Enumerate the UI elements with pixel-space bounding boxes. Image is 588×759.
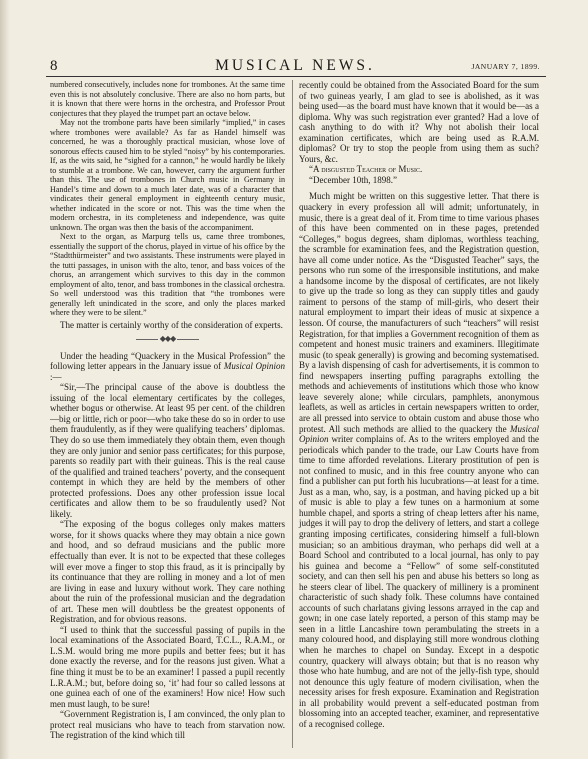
left-column bbox=[50, 80, 285, 741]
page-number: 8 bbox=[50, 58, 58, 74]
letter-paragraph: recently could be obtained from the Associated Board for the sum of two guineas yearly, I am glad to see is abolished, as it was being used—as the board must have known that it would be—as a diploma. Why was such registration ever granted? Had a love of cash anything to do with it? Why not abolish their local examination certificates, which are being used as R.A.M. diplomas? Or try to stop the people from using them as such? Yours, &c. bbox=[299, 80, 539, 164]
editorial-text: Much might be written on this suggestive letter. That there is quackery in every profession all will admit; unfortunately, in music, there is a great deal of it. From time to time various phases of this have been commented on in these pages, pretended “Colleges,” bogus degrees, sham diplomas, worthless teaching, the scramble for examination fees, and the Registration question, have all come under notice. As the “Disgusted Teacher” says, the persons who run some of the irresponsible institutions, and make a handsome income by the disposal of certificates, are not likely to give up the trade so long as they can supply titles and gaudy raiment to persons of the stamp of mill-girls, who desert their natural employment to impart their ideas of music at sixpence a lesson. Of course, the manufacturers of such “teachers” will resist Registration, for that implies a Government recognition of them as competent and honest music trainers and examiners. Illegitimate music (to speak generally) is growing and becoming systematised. By a lavish dispensing of cash for advertisements, it is common to find newspapers inserting puffing paragraphs extolling the methods and achievements of institutions which those who know leave severely alone; while circulars, pamphlets, anonymous leaflets, as well as articles in certain newspapers written to order, are all pressed into service to obtain custom and abuse those who protest. All such methods are allied to the quackery the bbox=[299, 191, 539, 434]
letter-date: “December 10th, 1898.” bbox=[309, 174, 397, 185]
letter-paragraph: “Government Registration is, I am convinced, the only plan to protect real musicians who have to teach from starvation now. The registration of the kind which till bbox=[50, 709, 285, 741]
publication-title: MUSICAL NEWS. bbox=[215, 57, 375, 74]
intro-text: Under the heading “Quackery in the Musical Profession” the following letter appears in the January issue of bbox=[50, 350, 285, 372]
intro-suffix: :— bbox=[50, 371, 62, 382]
letter-paragraph: “Sir,—The principal cause of the above is doubtless the issuing of the local elementary certificates by the colleges, whether bogus or otherwise. At least 95 per cent. of the children—big or little, rich or poor—who take these do so in order to use them fraudulently, as if they were qualifying teachers’ diplomas. They do so use them immediately they obtain them, even though they are only junior and senior pass certificates; for this purpose, parents so readily part with their guineas. This is the real cause of the qualified and trained teachers’ poverty, and the consequent contempt in which they are held by the members of other protected professions. Does any other profession issue local certificates and allow them to be so fraudulently used? Not likely. bbox=[50, 382, 285, 519]
paragraph: May not the trombone parts have been similarly “implied,” in cases where trombones were available? As far as Handel himself was concerned, he was a thoroughly practical musician, whose love of sonorous effects caused him to be styled “noisy” by his contemporaries. If, as the wits said, he “sighed for a cannon,” he would hardly be likely to stumble at a trombone. We can, however, carry the argument further than this. The use of trombones in Church music in Germany in Handel’s time and down to a much later date, was of a character that vindicates their general employment in eighteenth century music, whether indicated in the score or not. This was the time when the modern orchestra, in its completeness and independence, was quite unknown. The organ was then the basis of the accompaniment. bbox=[50, 118, 285, 232]
right-column bbox=[299, 80, 539, 729]
paragraph: Next to the organ, as Marpurg tells us, came three trombones, essentially the support of the chorus, played in virtue of his office by the “Stadtthürmeister” and two assistants. These instruments were played in the tutti passages, in unison with the alto, tenor, and bass voices of the chorus, an arrangement which survives to this day in the common employment of alto, tenor, and bass trombones in the classical orchestra. So well understood was this tradition that “the trombones were generally left unindicated in the score, and only the places marked where they were to be silent.” bbox=[50, 232, 286, 317]
editorial-text-continued: writer complains of. As to the writers employed and the periodicals which pander to the trade, our Law Courts have from time to time afforded revelations. Literary prostitution of pen is not confined to music, and in this free country anyone who can find a publisher can put forth his lucubrations—at least for a time. Just as a man, who, say, is a postman, and having picked up a bit of music is able to play a few tunes on a harmonium at some humble chapel, and sports a string of cheap letters after his name, judges it will pay to drop the delivery of letters, and start a college granting imposing certificates, considering himself a full-blown musician; so an ambitious drayman, who perhaps did well at a Board School and contributed to a local journal, has only to pay his guinea and become a “Fellow” of some self-constituted society, and can then sell his pen and abuse his betters so long as he steers clear of libel. The quackery of millinery is a prominent characteristic of such shady folk. These columns have contained accounts of such charlatans giving lessons arrayed in the cap and gown; in one case lately reported, a person of this stamp may be seen in a little Lancashire town perambulating the streets in a many coloured hood, and displaying still more wondrous clothing when he marches to chapel on Sunday. Except in a despotic country, quackery will always obtain; but that is no reason why those who hate humbug, and are not of the jelly-fish type, should not denounce this ugly feature of modern civilisation, when the necessity arises for fresh exposure. Examination and Registration in all probability would prevent a self-educated postman from blossoming into an accepted teacher, examiner, and representative of a recognised college. bbox=[299, 434, 539, 729]
publication-name: Musical Opinion bbox=[223, 361, 285, 372]
issue-date: JANUARY 7, 1899. bbox=[471, 62, 540, 71]
letter-paragraph: “The exposing of the bogus colleges only makes matters worse, for it shows quacks where they may obtain a nice gown and hood, and so defraud musicians and the public more effectually than ever. It is not to be expected that these colleges will ever move a finger to stop this fraud, as it is principally by its continuance that they are rolling in money and a lot of men are living in ease and luxury without work. They care nothing about the ruin of the professional musician and the degradation of art. These men will doubtless be the greatest opponents of Registration, and for obvious reasons. bbox=[50, 519, 285, 625]
paragraph bbox=[50, 351, 285, 383]
section-ornament: ◆◆◆ bbox=[50, 334, 285, 345]
page-edge-shadow bbox=[0, 0, 10, 759]
page-header bbox=[50, 58, 540, 78]
publication-name: Musical Opinion bbox=[299, 423, 539, 445]
letter-paragraph: “I used to think that the successful passing of pupils in the local examinations of the Associated Board, T.C.L., R.A.M., or L.S.M. would bring me more pupils and better fees; but it has done exactly the reverse, and for the reasons just given. What a fine thing it must be to be an examiner! I passed a pupil recently L.R.A.M.; but, before doing so, ‘it’ had four so called lessons at one guinea each of one of the examiners! How nice! How such men must laugh, to be sure! bbox=[50, 624, 285, 709]
paragraph: The matter is certainly worthy of the consideration of experts. bbox=[60, 319, 283, 330]
header-rule bbox=[46, 76, 546, 77]
paragraph: numbered consecutively, includes none for trombones. At the same time even this is not absolutely conclusive. There are also no horn parts, but it is known that there were horns in the orchestra, and Professor Prout conjectures that they played the trumpet part an octave below. bbox=[50, 80, 285, 118]
letter-signature: “A disgusted Teacher of Music. bbox=[309, 164, 423, 175]
column-divider bbox=[292, 80, 293, 748]
editorial-paragraph bbox=[299, 191, 539, 729]
